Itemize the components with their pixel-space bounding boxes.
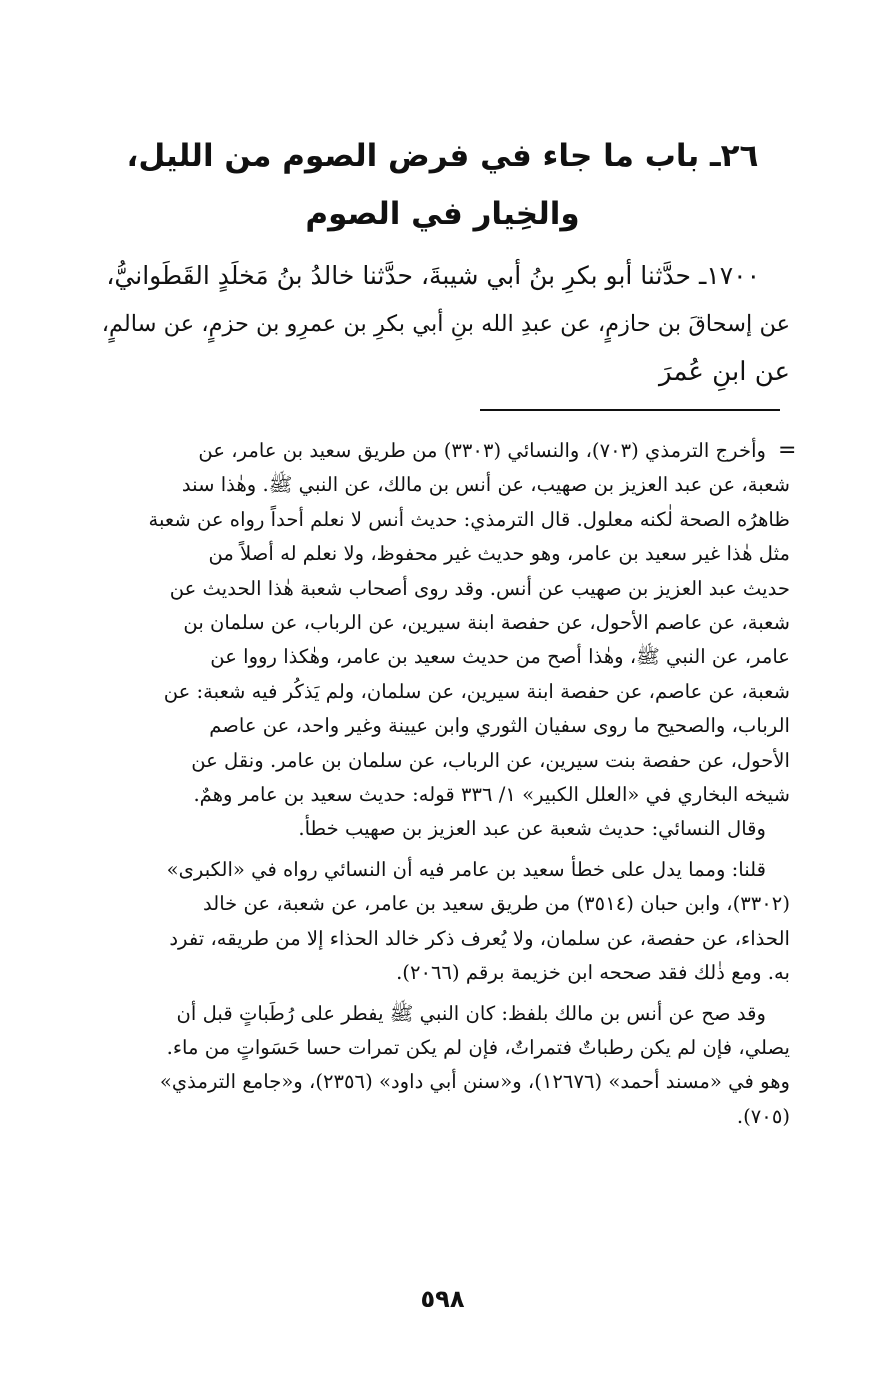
footnotes	[95, 434, 790, 1134]
footnote-line: قلنا: ومما يدل على خطأ سعيد بن عامر فيه أن النسائي رواه في «الكبرى»	[166, 857, 766, 881]
hadith-line: عن إسحاقَ بن حازمٍ، عن عبدِ الله بنِ أبي بكرِ بن عمرِو بن حزمٍ، عن سالمٍ،	[101, 311, 790, 337]
hadith-text	[95, 252, 790, 396]
chapter-heading-line-2: والخِيار في الصوم	[305, 196, 580, 232]
footnote-continuation-marker: =	[778, 438, 797, 463]
footnote-line: شعبة، عن عاصم الأحول، عن حفصة ابنة سيرين، عن الرباب، عن سلمان بن	[183, 611, 790, 635]
chapter-heading-line-1: ٢٦ـ باب ما جاء في فرض الصوم من الليل،	[126, 138, 759, 174]
footnote-line: شعبة، عن عاصم، عن حفصة ابنة سيرين، عن سلمان، ولم يَذكُر فيه شعبة: عن	[163, 679, 790, 703]
footnote-line: وقال النسائي: حديث شعبة عن عبد العزيز بن صهيب خطأ.	[298, 817, 766, 841]
footnote-line: الأحول، عن حفصة بنت سيرين، عن الرباب، عن سلمان بن عامر. ونقل عن	[191, 748, 790, 772]
footnote-line: يصلي، فإن لم يكن رطباتٌ فتمراتٌ، فإن لم يكن تمرات حسا حَسَواتٍ من ماء.	[166, 1035, 790, 1059]
footnote-line: وهو في «مسند أحمد» (١٢٦٧٦)، و«سنن أبي داود» (٢٣٥٦)، و«جامع الترمذي»	[159, 1070, 790, 1094]
footnote-line: الرباب، والصحيح ما روى سفيان الثوري وابن عيينة وغير واحد، عن عاصم	[209, 714, 790, 738]
page-number: ٥٩٨	[420, 1285, 465, 1313]
hadith-line: ١٧٠٠ـ حدَّثنا أبو بكرِ بنُ أبي شيبةَ، حدَّثنا خالدُ بنُ مَخلَدٍ القَطَوانيُّ،	[106, 261, 760, 290]
footnote-line: وأخرج الترمذي (٧٠٣)، والنسائي (٣٣٠٣) من طريق سعيد بن عامر، عن	[198, 439, 766, 462]
footnote-line: عامر، عن النبي ﷺ، وهٰذا أصح من حديث سعيد بن عامر، وهٰكذا رووا عن	[210, 645, 790, 669]
footnote-line: حديث عبد العزيز بن صهيب عن أنس. وقد روى أصحاب شعبة هٰذا الحديث عن	[169, 576, 790, 600]
hadith-line: عن ابنِ عُمرَ	[659, 357, 790, 387]
footnote-separator	[480, 409, 780, 411]
footnote-line: (٧٠٥).	[736, 1104, 790, 1128]
footnote-line: شعبة، عن عبد العزيز بن صهيب، عن أنس بن مالك، عن النبي ﷺ. وهٰذا سند	[181, 473, 790, 497]
footnote-line: به. ومع ذٰلك فقد صححه ابن خزيمة برقم (٢٠٦٦).	[396, 961, 790, 985]
footnote-line: مثل هٰذا غير سعيد بن عامر، وهو حديث غير محفوظ، ولا نعلم له أصلاً من	[208, 542, 790, 566]
footnote-line: شيخه البخاري في «العلل الكبير» ١/ ٣٣٦ قوله: حديث سعيد بن عامر وهمٌ.	[193, 783, 790, 807]
footnote-line: (٣٣٠٢)، وابن حبان (٣٥١٤) من طريق سعيد بن عامر، عن شعبة، عن خالد	[202, 892, 790, 916]
footnote-line: وقد صح عن أنس بن مالك بلفظ: كان النبي ﷺ يفطر على رُطَباتٍ قبل أن	[176, 1001, 766, 1025]
footnote-line: الحذاء، عن حفصة، عن سلمان، ولا يُعرف ذكر خالد الحذاء إلا من طريقه، تفرد	[169, 926, 790, 950]
footnote-line: ظاهرُه الصحة لٰكنه معلول. قال الترمذي: حديث أنس لا نعلم أحداً رواه عن شعبة	[148, 507, 790, 531]
